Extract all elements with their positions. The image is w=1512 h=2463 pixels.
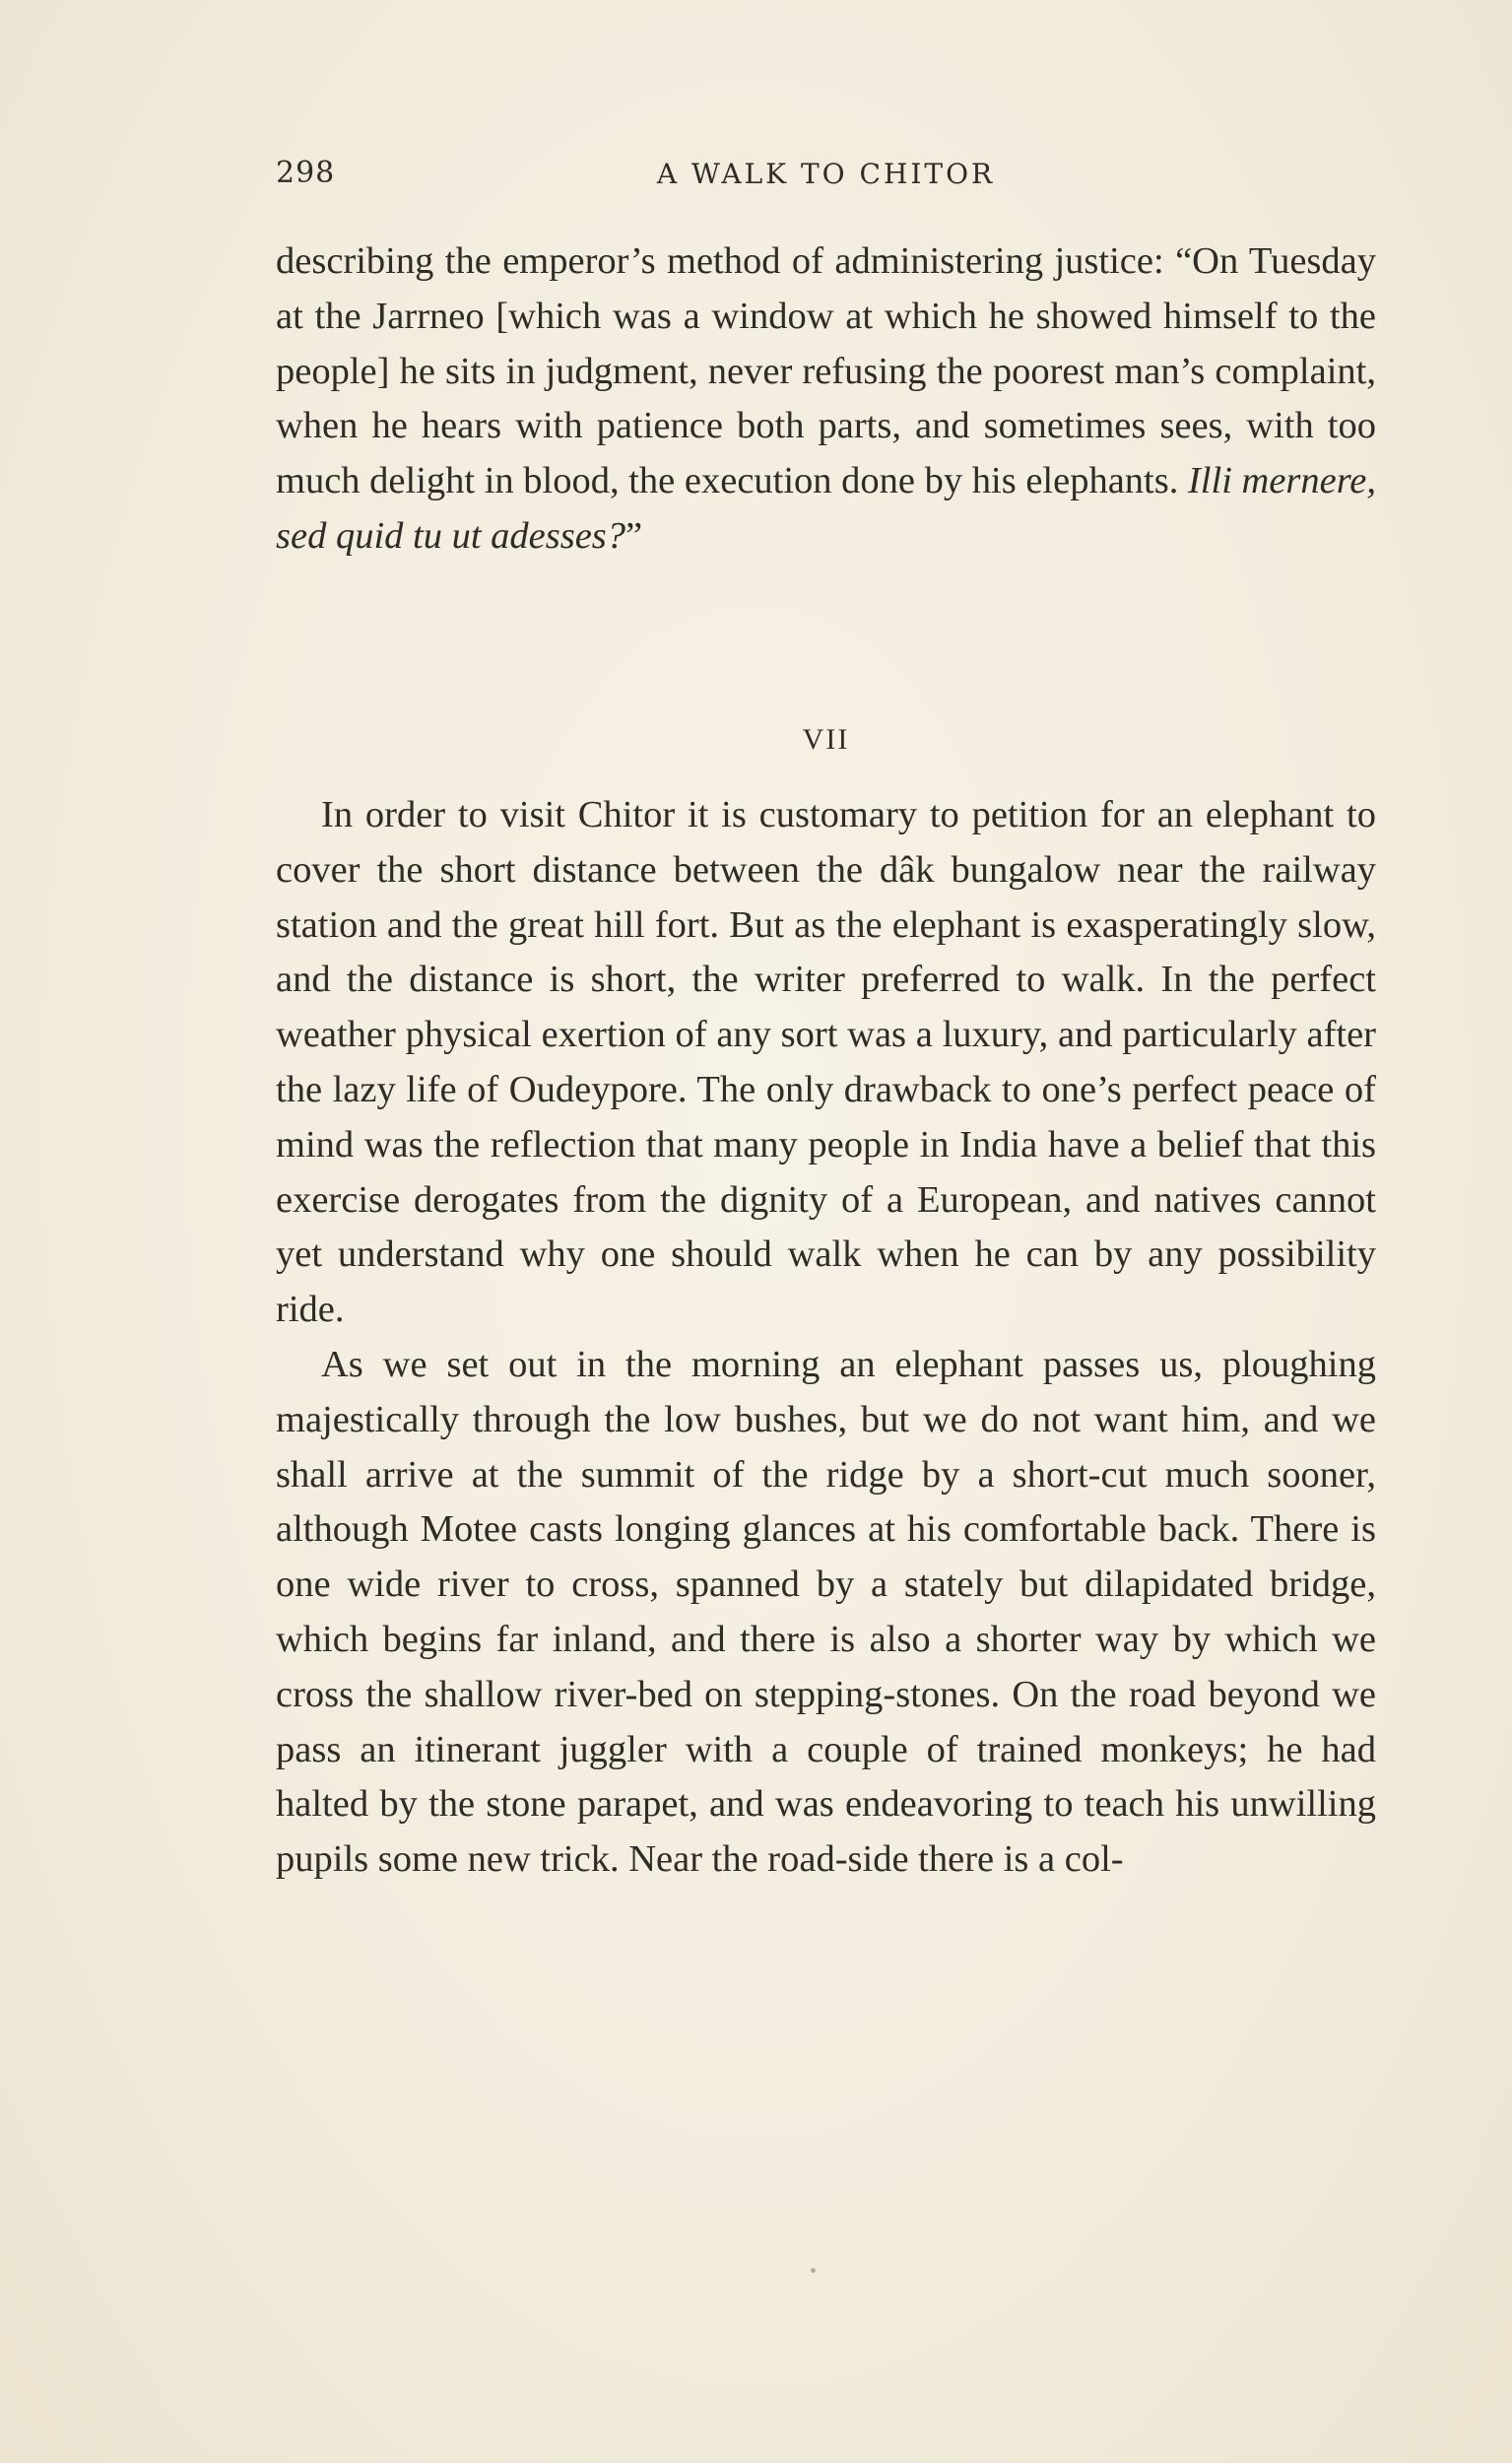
latin-quotation: Illi mernere, sed quid tu ut adesses? [276, 460, 1377, 557]
paragraph-visit-chitor: In order to visit Chitor it is customary to petition for an elephant to cover the short distance between the dâk bungalow near the railway station and the great hill fort. But as the elephant is exasperatingly slow, and the distance is short, the writer preferred to walk. In the perfect weather physical exertion of any sort was a luxury, and particularly after the lazy life of Oudeypore. The only drawback to one’s perfect peace of mind was the reflection that many people in India have a belief that this exercise derogates from the dignity of a European, and natives cannot yet understand why one should walk when he can by any possibility ride. [276, 794, 1376, 1331]
closing-quote: ” [625, 514, 643, 557]
paper-speck [811, 2268, 816, 2273]
paragraph-emperor-justice [276, 234, 1376, 565]
running-head: A WALK TO CHITOR [656, 158, 996, 190]
section-1-text [276, 234, 1376, 565]
section-2-text [276, 788, 1376, 1888]
section-heading: VII [802, 723, 850, 756]
paragraph-emperor-justice-text: describing the emperor’s method of administering justice: “On Tuesday at the Jarrneo [which was a window at which he showed himself to the people] he sits in judgment, never refusing the poorest man’s complaint, when he hears with patience both parts, and sometimes sees, with too much delight in blood, the execution done by his elephants. [276, 240, 1376, 502]
page-number: 298 [276, 156, 336, 190]
page-header [276, 156, 1376, 199]
paragraph-morning-walk: As we set out in the morning an elephant passes us, ploughing majestically through the low bushes, but we do not want him, and we shall arrive at the summit of the ridge by a short-cut much sooner, although Motee casts longing glances at his comfortable back. There is one wide river to cross, spanned by a stately but dilapidated bridge, which begins far inland, and there is also a shorter way by which we cross the shallow river-bed on stepping-stones. On the road beyond we pass an itinerant juggler with a couple of trained monkeys; he had halted by the stone parapet, and was endeavoring to teach his unwilling pupils some new trick. Near the road-side there is a col- [276, 1343, 1376, 1881]
